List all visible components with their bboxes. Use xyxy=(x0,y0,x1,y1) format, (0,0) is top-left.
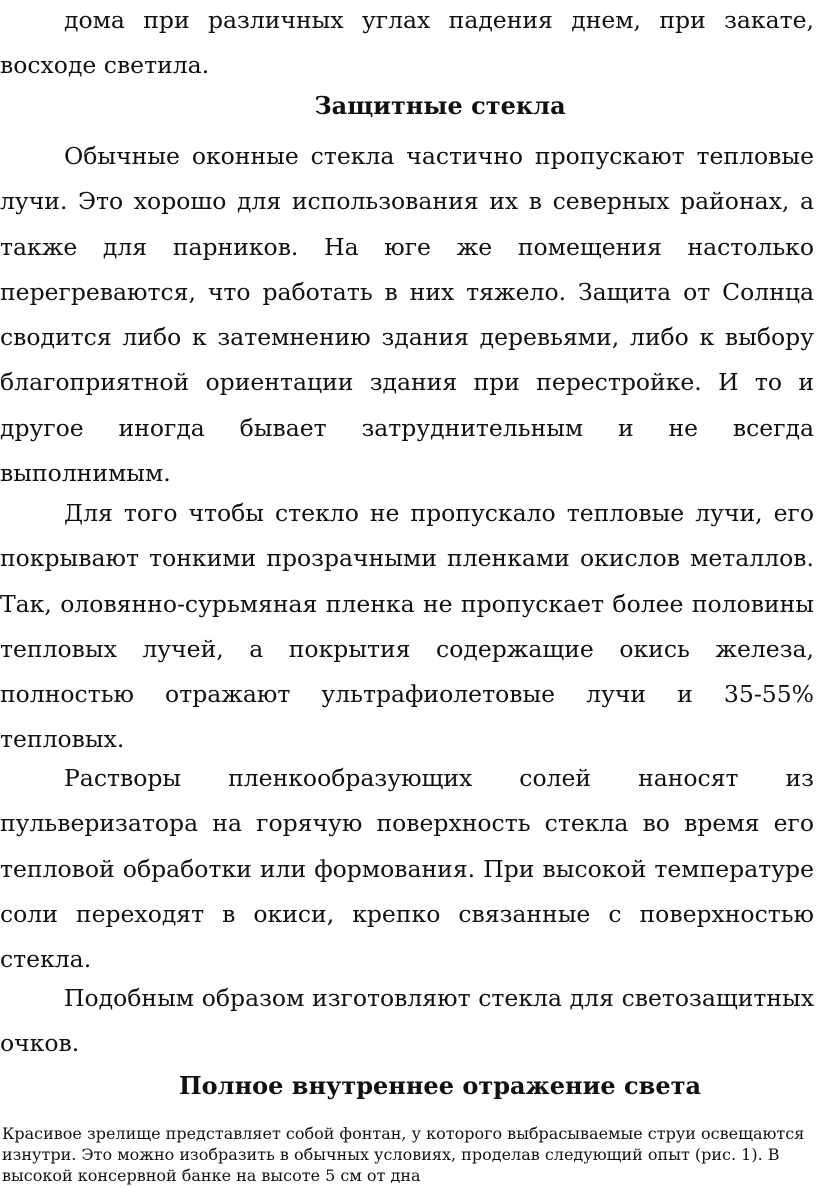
paragraph-2: Для того чтобы стекло не пропускало тепловые лучи, его покрывают тонкими прозрачными пленками окислов металлов. Так, оловянно-сурьмяная пленка не пропускает более половины тепловых лучей, а покрытия содержащие окись железа, полностью отражают ультрафиолетовые лучи и 35-55% тепловых. xyxy=(0,499,814,754)
paragraph-reflection: Красивое зрелище представляет собой фонтан, у которого выбрасываемые струи освещаются изнутри. Это можно изобразить в обычных условиях, проделав следующий опыт (рис. 1). В высокой консервной банке на высоте 5 см от дна xyxy=(2,1124,805,1185)
section-heading-total-internal-reflection: Полное внутреннее отражение света xyxy=(178,1071,702,1100)
intro-paragraph: дома при различных углах падения днем, при закате, восходе светила. xyxy=(0,6,814,80)
paragraph-3: Растворы пленкообразующих солей наносят из пульверизатора на горячую поверхность стекла во время его тепловой обработки или формования. При высокой температуре соли переходят в окиси, крепко связанные с поверхностью стекла. xyxy=(0,764,814,974)
section-heading-protective-glass: Защитные стекла xyxy=(314,91,566,120)
paragraph-1: Обычные оконные стекла частично пропускают тепловые лучи. Это хорошо для использования их в северных районах, а также для парников. На юге же помещения настолько перегреваются, что работать в них тяжело. Защита от Солнца сводится либо к затемнению здания деревьями, либо к выбору благоприятной ориентации здания при перестройке. И то и другое иногда бывает затруднительным и не всегда выполнимым. xyxy=(0,142,814,488)
paragraph-4: Подобным образом изготовляют стекла для светозащитных очков. xyxy=(0,984,814,1058)
